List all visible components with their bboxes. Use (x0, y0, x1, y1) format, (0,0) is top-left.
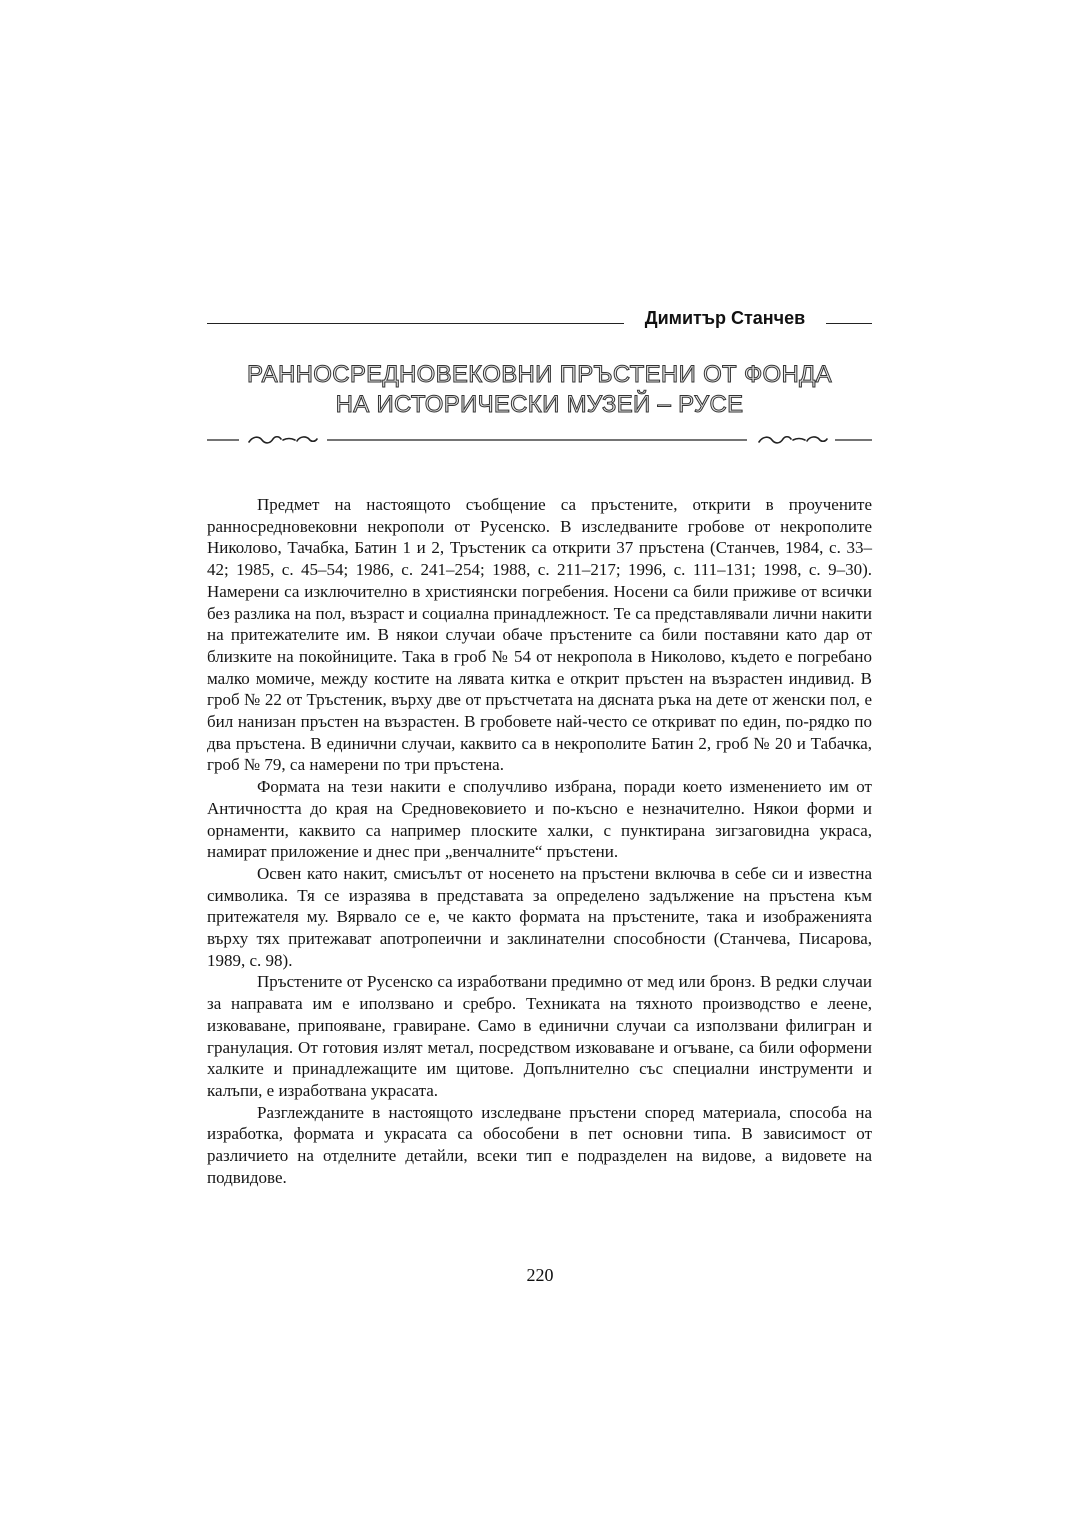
article-body (207, 494, 872, 1189)
article-title (207, 360, 872, 420)
author-name: Димитър Станчев (644, 308, 806, 328)
body-paragraph: Предмет на настоящото съобщение са пръстените, открити в проучените ранносредновековни некрополи от Русенско. В изследваните гробове от некрополите Николово, Тачабка, Батин 1 и 2, Тръстеник са открити 37 пръстена (Станчев, 1984, с. 33–42; 1985, с. 45–54; 1986, с. 241–254; 1988, с. 211–217; 1996, с. 111–131; 1998, с. 9–30). Намерени са изключително в християнски погребения. Носени са били приживе от всички без разлика на пол, възраст и социална принадлежност. Те са представлявали лични накити на притежателите им. В някои случаи обаче пръстените са били поставяни като дар от близките на покойниците. Така в гроб № 54 от некропола в Николово, където е погребано малко момиче, между костите на лявата китка е открит пръстен на възрастен индивид. В гроб № 22 от Тръстеник, върху две от пръстчетата на дясната ръка на дете от женски пол, е бил нанизан пръстен на възрастен. В гробовете най-често се откриват по един, по-рядко по два пръстена. В единични случаи, каквито са в некрополите Батин 2, гроб № 20 и Табачка, гроб № 79, са намерени по три пръстена. (207, 495, 872, 775)
flourish-right-icon (759, 437, 827, 443)
flourish-left-icon (249, 437, 317, 443)
body-paragraph: Формата на тези накити е сполучливо избрана, поради което изменението им от Античността до края на Средновековието и по-късно е незначително. Някои форми и орнаменти, каквито са например плоските халки, с пунктирана зигзаговидна украса, намират приложение и днес при „венчалните“ пръстени. (207, 777, 872, 862)
body-paragraph: Пръстените от Русенско са изработвани предимно от мед или бронз. В редки случаи за направата им е иползвано и сребро. Техниката на тяхното производство е леене, изковаване, припояване, гравиране. Само в единични случаи са използвани филигран и гранулация. От готовия излят метал, посредством изковаване и огъване, са били оформени халките и принадлежащите им щитове. Допълнително със специални инструменти и калъпи, е изработвана украсата. (207, 972, 872, 1100)
page-number: 220 (526, 1265, 554, 1285)
author-header (207, 308, 872, 336)
header-rule-left (207, 323, 624, 324)
header-rule-right (826, 323, 872, 324)
body-paragraph: Разглежданите в настоящото изследване пръстени според материала, способа на изработка, формата и украсата са обособени в пет основни типа. В зависимост от различието на отделните детайли, всеки тип е подразделен на видове, а видовете на подвидове. (207, 1102, 872, 1187)
article-title-line-1: РАННОСРЕДНОВЕКОВНИ ПРЪСТЕНИ ОТ ФОНДА (246, 361, 832, 388)
body-paragraph: Освен като накит, смисълът от носенето на пръстени включва в себе си и известна символика. Тя се изразява в представата за определено задължение на пръстена към притежателя му. Вярвало се е, че както формата на пръстените, така и изображенията върху тях притежават апотропеични и заклинателни способности (Станчева, Писарова, 1989, с. 98). (207, 863, 872, 970)
ornament-divider-graphic (207, 430, 872, 450)
title-ornament-divider (207, 430, 872, 450)
article-title-line-2: НА ИСТОРИЧЕСКИ МУЗЕЙ – РУСЕ (335, 391, 744, 418)
